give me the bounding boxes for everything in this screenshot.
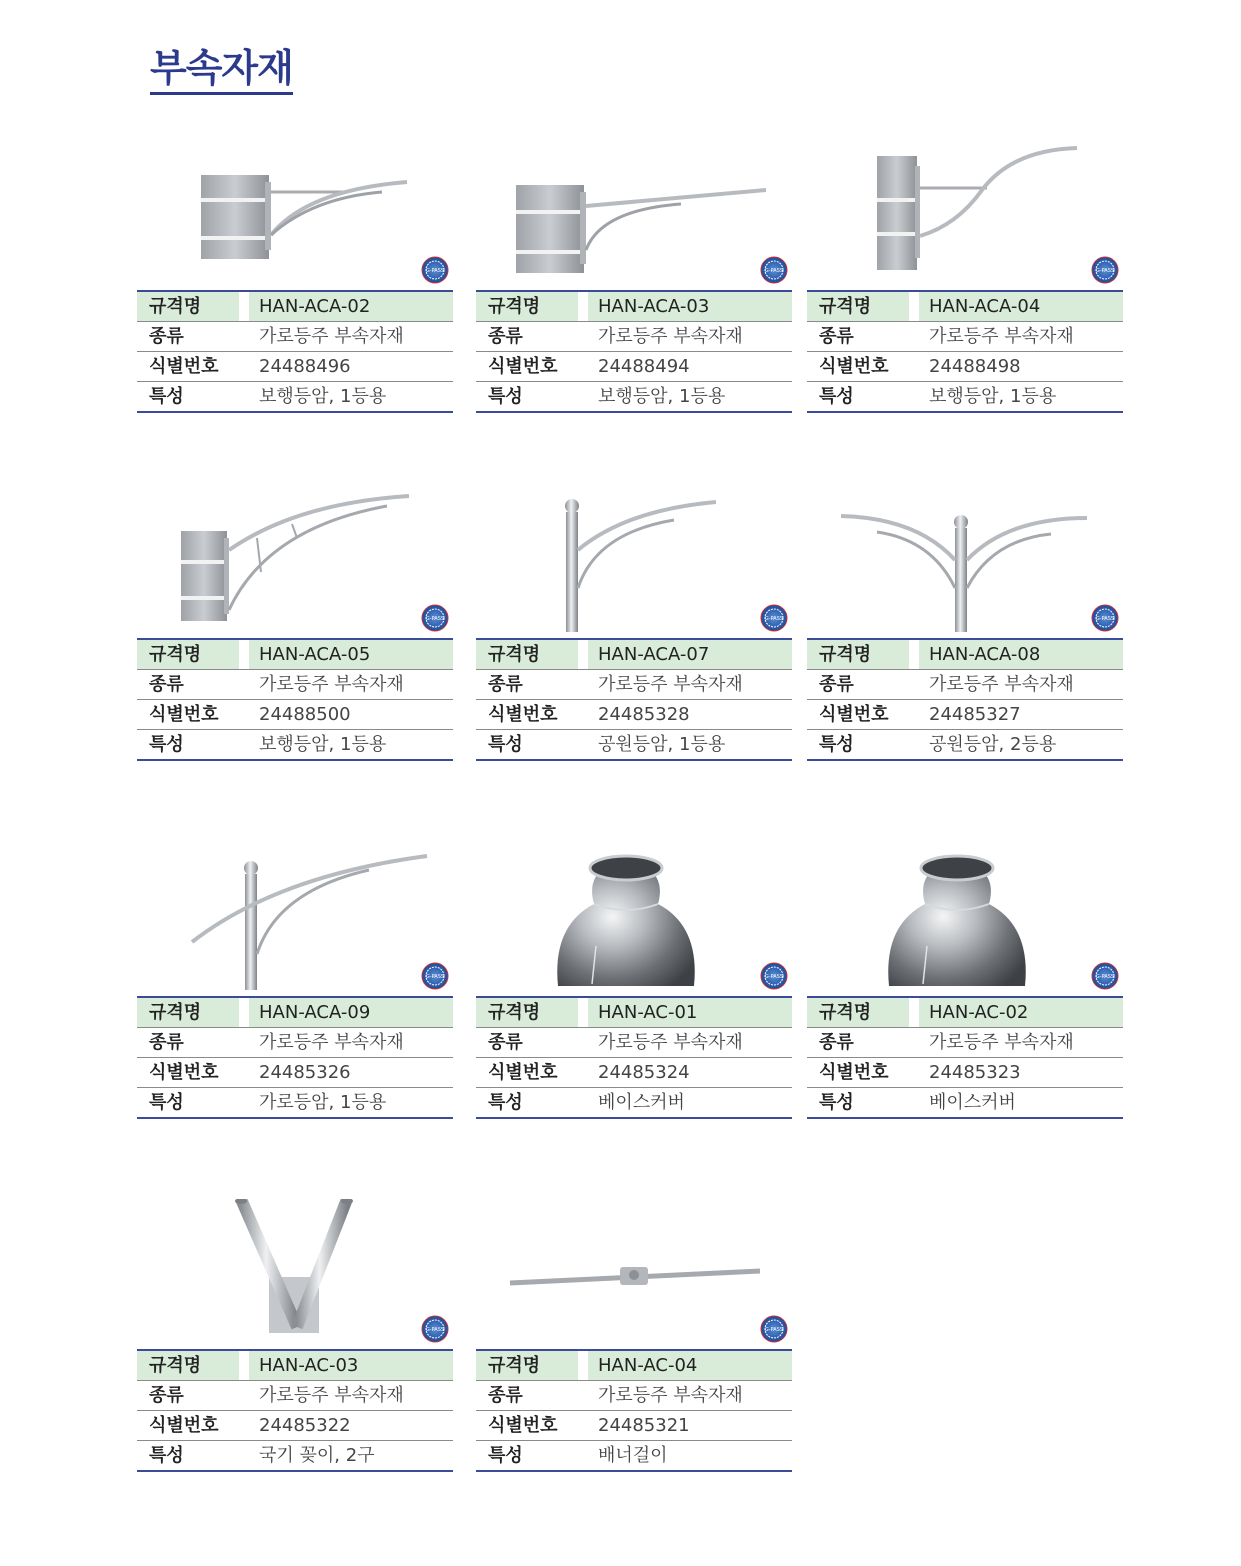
product-name: HAN-ACA-02 — [249, 291, 453, 322]
label-id: 식별번호 — [476, 1411, 578, 1441]
svg-text:G-PASS: G-PASS — [1095, 974, 1115, 980]
label-id: 식별번호 — [807, 1058, 909, 1088]
spec-table — [476, 996, 792, 1119]
label-id: 식별번호 — [476, 1058, 578, 1088]
product-card — [476, 140, 792, 413]
product-name: HAN-ACA-08 — [919, 639, 1123, 670]
product-type: 가로등주 부속자재 — [249, 322, 453, 352]
g-pass-certification-icon — [760, 604, 788, 632]
svg-text:G-PASS: G-PASS — [764, 1327, 784, 1333]
product-image — [137, 1199, 453, 1349]
product-card — [137, 488, 453, 761]
label-type: 종류 — [807, 670, 909, 700]
product-feature: 보행등암, 1등용 — [249, 730, 453, 761]
label-feature: 특성 — [476, 1088, 578, 1119]
product-feature: 보행등암, 1등용 — [919, 382, 1123, 413]
product-id: 24485328 — [588, 700, 792, 730]
label-name: 규격명 — [137, 291, 239, 322]
product-image — [137, 488, 453, 638]
product-id: 24485324 — [588, 1058, 792, 1088]
label-type: 종류 — [137, 1028, 239, 1058]
product-image — [476, 1199, 792, 1349]
label-id: 식별번호 — [137, 700, 239, 730]
label-name: 규격명 — [807, 997, 909, 1028]
g-pass-certification-icon — [1091, 962, 1119, 990]
product-name: HAN-ACA-05 — [249, 639, 453, 670]
spec-table — [476, 638, 792, 761]
label-name: 규격명 — [137, 997, 239, 1028]
label-type: 종류 — [476, 1381, 578, 1411]
g-pass-certification-icon — [421, 1315, 449, 1343]
product-id: 24488496 — [249, 352, 453, 382]
g-pass-certification-icon — [760, 1315, 788, 1343]
product-card — [476, 846, 792, 1119]
spec-table — [807, 996, 1123, 1119]
product-card — [807, 846, 1123, 1119]
label-type: 종류 — [137, 1381, 239, 1411]
g-pass-certification-icon — [1091, 256, 1119, 284]
label-name: 규격명 — [476, 1350, 578, 1381]
svg-text:G-PASS: G-PASS — [425, 974, 445, 980]
label-id: 식별번호 — [807, 352, 909, 382]
label-feature: 특성 — [137, 382, 239, 413]
product-type: 가로등주 부속자재 — [919, 322, 1123, 352]
product-name: HAN-ACA-09 — [249, 997, 453, 1028]
label-name: 규격명 — [137, 1350, 239, 1381]
product-type: 가로등주 부속자재 — [919, 1028, 1123, 1058]
product-card — [137, 846, 453, 1119]
product-image — [807, 140, 1123, 290]
product-feature: 국기 꽂이, 2구 — [249, 1441, 453, 1472]
label-name: 규격명 — [476, 639, 578, 670]
product-name: HAN-ACA-07 — [588, 639, 792, 670]
label-id: 식별번호 — [476, 352, 578, 382]
svg-text:G-PASS: G-PASS — [425, 268, 445, 274]
product-feature: 공원등암, 2등용 — [919, 730, 1123, 761]
product-image — [807, 846, 1123, 996]
product-type: 가로등주 부속자재 — [919, 670, 1123, 700]
product-name: HAN-ACA-03 — [588, 291, 792, 322]
g-pass-certification-icon — [760, 962, 788, 990]
product-card — [807, 488, 1123, 761]
product-id: 24488500 — [249, 700, 453, 730]
label-feature: 특성 — [807, 730, 909, 761]
label-feature: 특성 — [137, 1441, 239, 1472]
product-type: 가로등주 부속자재 — [249, 670, 453, 700]
product-feature: 가로등암, 1등용 — [249, 1088, 453, 1119]
label-feature: 특성 — [476, 382, 578, 413]
product-feature: 베이스커버 — [588, 1088, 792, 1119]
product-image — [807, 488, 1123, 638]
label-feature: 특성 — [807, 1088, 909, 1119]
spec-table — [137, 996, 453, 1119]
product-image — [137, 140, 453, 290]
product-image — [476, 846, 792, 996]
label-id: 식별번호 — [476, 700, 578, 730]
label-type: 종류 — [476, 670, 578, 700]
product-id: 24485321 — [588, 1411, 792, 1441]
label-name: 규격명 — [476, 997, 578, 1028]
product-id: 24488498 — [919, 352, 1123, 382]
page-title: 부속자재 — [150, 48, 293, 95]
label-type: 종류 — [807, 322, 909, 352]
product-type: 가로등주 부속자재 — [588, 1028, 792, 1058]
spec-table — [807, 290, 1123, 413]
product-card — [137, 140, 453, 413]
product-card — [807, 140, 1123, 413]
svg-text:G-PASS: G-PASS — [425, 1327, 445, 1333]
label-feature: 특성 — [807, 382, 909, 413]
g-pass-certification-icon — [760, 256, 788, 284]
product-id: 24485326 — [249, 1058, 453, 1088]
product-card — [476, 1199, 792, 1472]
label-id: 식별번호 — [137, 1058, 239, 1088]
svg-text:G-PASS: G-PASS — [425, 616, 445, 622]
g-pass-certification-icon — [421, 962, 449, 990]
label-type: 종류 — [137, 322, 239, 352]
svg-text:G-PASS: G-PASS — [764, 616, 784, 622]
spec-table — [476, 1349, 792, 1472]
label-id: 식별번호 — [137, 1411, 239, 1441]
label-name: 규격명 — [807, 291, 909, 322]
label-type: 종류 — [137, 670, 239, 700]
label-id: 식별번호 — [807, 700, 909, 730]
svg-text:G-PASS: G-PASS — [764, 974, 784, 980]
product-name: HAN-ACA-04 — [919, 291, 1123, 322]
label-type: 종류 — [807, 1028, 909, 1058]
product-id: 24485327 — [919, 700, 1123, 730]
label-id: 식별번호 — [137, 352, 239, 382]
product-feature: 보행등암, 1등용 — [249, 382, 453, 413]
g-pass-certification-icon — [1091, 604, 1119, 632]
g-pass-certification-icon — [421, 604, 449, 632]
label-type: 종류 — [476, 1028, 578, 1058]
label-feature: 특성 — [137, 1088, 239, 1119]
product-image — [476, 488, 792, 638]
product-type: 가로등주 부속자재 — [249, 1028, 453, 1058]
label-type: 종류 — [476, 322, 578, 352]
product-id: 24488494 — [588, 352, 792, 382]
spec-table — [137, 1349, 453, 1472]
product-name: HAN-AC-02 — [919, 997, 1123, 1028]
g-pass-certification-icon — [421, 256, 449, 284]
svg-text:G-PASS: G-PASS — [1095, 268, 1115, 274]
product-feature: 베이스커버 — [919, 1088, 1123, 1119]
product-type: 가로등주 부속자재 — [588, 322, 792, 352]
product-type: 가로등주 부속자재 — [249, 1381, 453, 1411]
label-feature: 특성 — [476, 730, 578, 761]
label-name: 규격명 — [476, 291, 578, 322]
label-feature: 특성 — [476, 1441, 578, 1472]
spec-table — [476, 290, 792, 413]
product-type: 가로등주 부속자재 — [588, 1381, 792, 1411]
product-name: HAN-AC-04 — [588, 1350, 792, 1381]
product-feature: 배너걸이 — [588, 1441, 792, 1472]
spec-table — [137, 290, 453, 413]
product-card — [476, 488, 792, 761]
product-type: 가로등주 부속자재 — [588, 670, 792, 700]
product-feature: 보행등암, 1등용 — [588, 382, 792, 413]
product-image — [476, 140, 792, 290]
label-name: 규격명 — [137, 639, 239, 670]
svg-text:G-PASS: G-PASS — [1095, 616, 1115, 622]
product-card — [137, 1199, 453, 1472]
product-id: 24485323 — [919, 1058, 1123, 1088]
label-name: 규격명 — [807, 639, 909, 670]
spec-table — [807, 638, 1123, 761]
spec-table — [137, 638, 453, 761]
product-feature: 공원등암, 1등용 — [588, 730, 792, 761]
product-image — [137, 846, 453, 996]
product-name: HAN-AC-01 — [588, 997, 792, 1028]
svg-text:G-PASS: G-PASS — [764, 268, 784, 274]
product-id: 24485322 — [249, 1411, 453, 1441]
product-name: HAN-AC-03 — [249, 1350, 453, 1381]
label-feature: 특성 — [137, 730, 239, 761]
